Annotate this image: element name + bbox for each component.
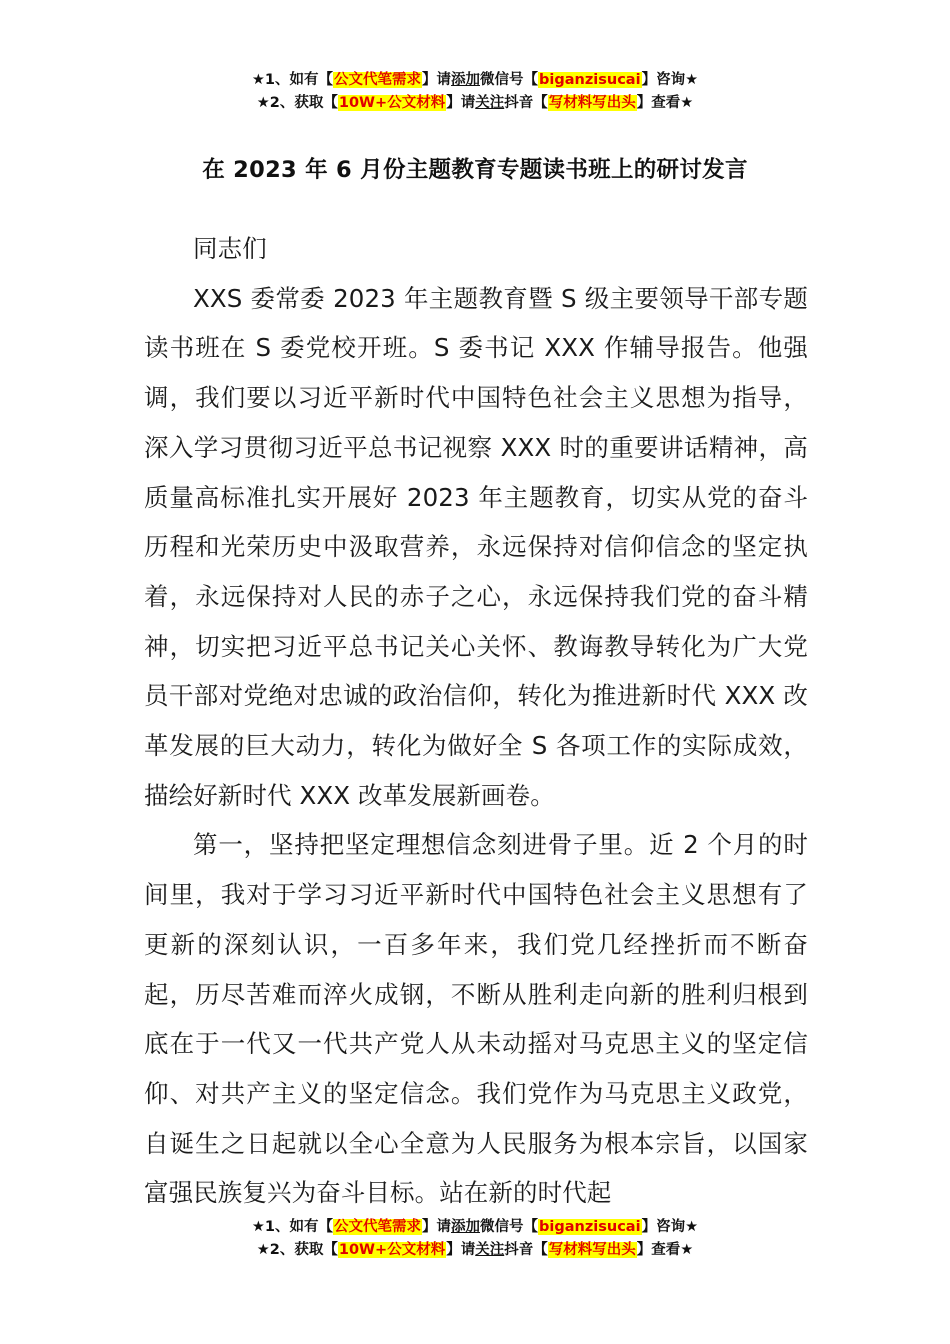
footer-line-2-highlight-2: 写材料写出头 bbox=[548, 1242, 636, 1258]
banner-line-2-prefix: ★2、获取【 bbox=[256, 95, 338, 111]
banner-line-1-highlight-2: biganzisucai bbox=[539, 72, 641, 88]
banner-line-1-suffix: 】咨询★ bbox=[641, 72, 699, 88]
banner-line-1 bbox=[0, 69, 950, 92]
footer-line-2-suffix: 】查看★ bbox=[636, 1242, 694, 1258]
paragraph-intro: XXS 委常委 2023 年主题教育暨 S 级主要领导干部专题读书班在 S 委党校开班。S 委书记 XXX 作辅导报告。他强调，我们要以习近平新时代中国特色社会主义思想为指导，深入学习贯彻习近平总书记视察 XXX 时的重要讲话精神，高质量高标准扎实开展好 2023 年主题教育，切实从党的奋斗历程和光荣历史中汲取营养，永远保持对信仰信念的坚定执着，永远保持对人民的赤子之心，永远保持我们党的奋斗精神，切实把习近平总书记关心关怀、教诲教导转化为广大党员干部对党绝对忠诚的政治信仰，转化为推进新时代 XXX 改革发展的巨大动力，转化为做好全 S 各项工作的实际成效，描绘好新时代 XXX 改革发展新画卷。 bbox=[144, 283, 808, 810]
banner-line-2 bbox=[0, 92, 950, 115]
footer-line-2-prefix: ★2、获取【 bbox=[256, 1242, 338, 1258]
banner-line-2-mid-1: 】请 bbox=[446, 95, 476, 111]
footer-banner-line-1 bbox=[0, 1216, 950, 1239]
paragraph-salutation: 同志们 bbox=[193, 234, 267, 263]
footer-line-1-prefix: ★1、如有【 bbox=[251, 1219, 334, 1235]
footer-line-1-mid-2: 微信号【 bbox=[480, 1219, 539, 1235]
banner-line-1-emphasis: 添加 bbox=[451, 72, 481, 88]
banner-line-1-highlight-1: 公文代笔需求 bbox=[334, 72, 422, 88]
banner-line-2-mid-2: 抖音【 bbox=[504, 95, 548, 111]
banner-line-1-mid-2: 微信号【 bbox=[480, 72, 539, 88]
banner-line-2-emphasis: 关注 bbox=[475, 95, 505, 111]
footer-line-1-emphasis: 添加 bbox=[451, 1219, 481, 1235]
footer-line-2-mid-1: 】请 bbox=[446, 1242, 476, 1258]
footer-line-2-mid-2: 抖音【 bbox=[504, 1242, 548, 1258]
banner-line-2-highlight-2: 写材料写出头 bbox=[548, 95, 636, 111]
paragraph-point-one: 第一，坚持把坚定理想信念刻进骨子里。近 2 个月的时间里，我对于学习习近平新时代中国特色社会主义思想有了更新的深刻认识，一百多年来，我们党几经挫折而不断奋起，历尽苦难而淬火成钢，不断从胜利走向新的胜利归根到底在于一代又一代共产党人从未动摇对马克思主义的坚定信仰、对共产主义的坚定信念。我们党作为马克思主义政党，自诞生之日起就以全心全意为人民服务为根本宗旨，以国家富强民族复兴为奋斗目标。站在新的时代起 bbox=[144, 830, 808, 1208]
footer-line-1-highlight-2: biganzisucai bbox=[539, 1219, 641, 1235]
footer-line-2-emphasis: 关注 bbox=[475, 1242, 505, 1258]
banner-line-1-prefix: ★1、如有【 bbox=[251, 72, 334, 88]
footer-line-1-mid-1: 】请 bbox=[422, 1219, 452, 1235]
document-title: 在 2023 年 6 月份主题教育专题读书班上的研讨发言 bbox=[202, 157, 748, 183]
banner-line-2-suffix: 】查看★ bbox=[636, 95, 694, 111]
banner-line-1-mid-1: 】请 bbox=[422, 72, 452, 88]
footer-line-2-highlight-1: 10W+公文材料 bbox=[338, 1242, 446, 1258]
footer-banner-line-2 bbox=[0, 1239, 950, 1262]
footer-banner bbox=[0, 1216, 950, 1262]
footer-line-1-suffix: 】咨询★ bbox=[641, 1219, 699, 1235]
footer-line-1-highlight-1: 公文代笔需求 bbox=[334, 1219, 422, 1235]
document-body bbox=[144, 224, 808, 1218]
banner-line-2-highlight-1: 10W+公文材料 bbox=[338, 95, 446, 111]
header-banner bbox=[0, 69, 950, 115]
